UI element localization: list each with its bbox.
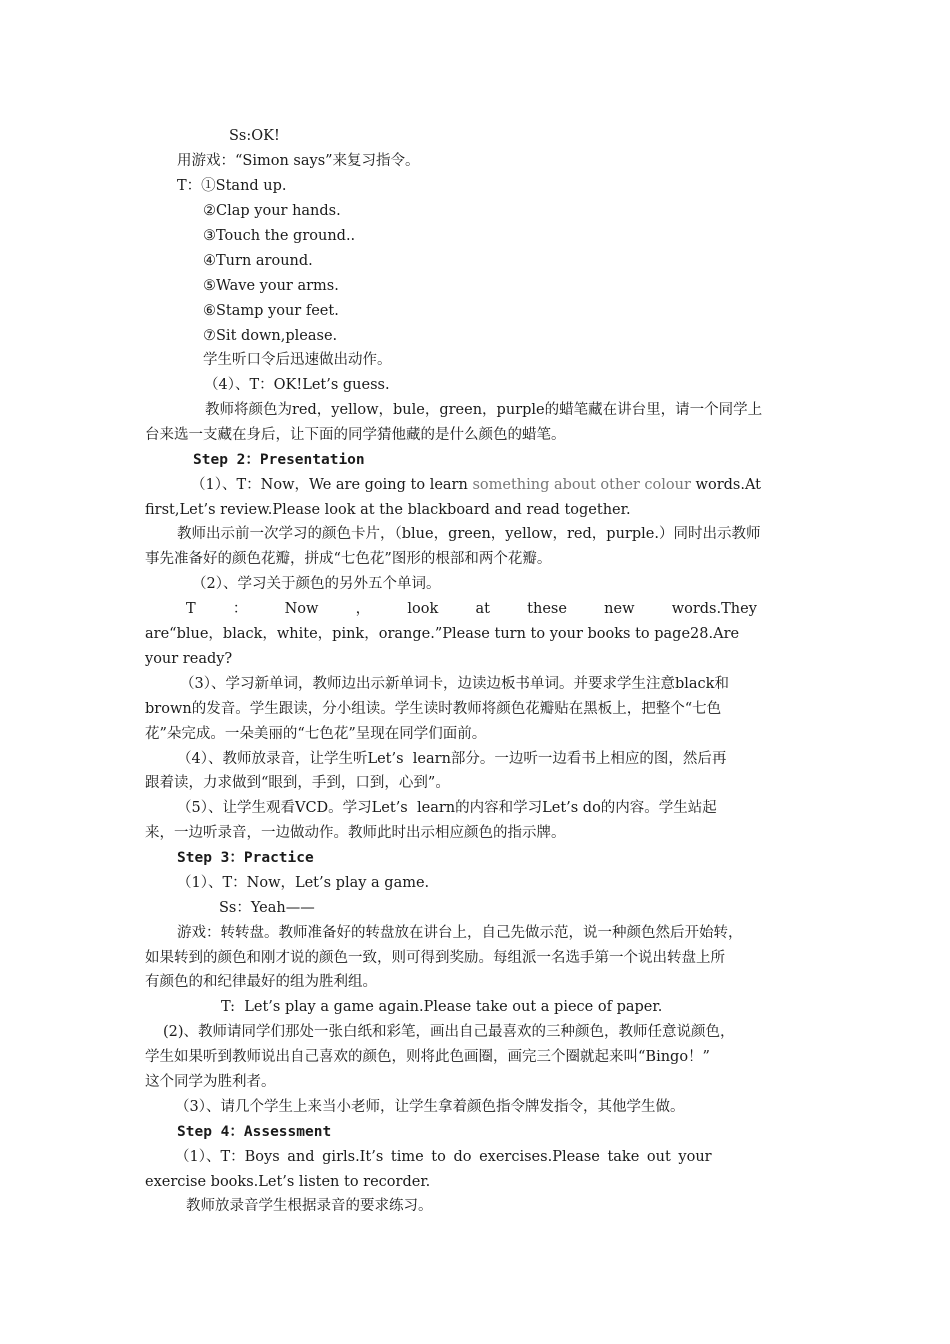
text-line: 事先准备好的颜色花瓣，拼成“七色花”图形的根部和两个花瓣。 (145, 551, 552, 567)
text-line: ⑦Sit down,please. (203, 328, 338, 344)
section-heading: Step 2：Presentation (193, 452, 365, 468)
text-line: （2）、学习关于颜色的另外五个单词。 (192, 576, 441, 592)
text-line: ③Touch the ground.. (203, 228, 356, 244)
grey-text-span: something about other colour (472, 477, 691, 493)
text-line: first,Let’s review.Please look at the blackboard and read together. (145, 502, 631, 518)
text-line: ⑥Stamp your feet. (203, 303, 339, 319)
text-line: ②Clap your hands. (203, 203, 341, 219)
text-span: words.At (690, 477, 761, 493)
text-line: 这个同学为胜利者。 (145, 1074, 276, 1090)
text-line: 跟着读，力求做到“眼到，手到，口到，心到”。 (145, 775, 450, 791)
text-line: exercise books.Let’s listen to recorder. (145, 1174, 431, 1190)
text-line: （1）、T：Now，Let’s play a game. (177, 875, 430, 891)
text-line: 来，一边听录音，一边做动作。教师此时出示相应颜色的指示牌。 (145, 825, 566, 841)
text-line: 如果转到的颜色和刚才说的颜色一致，则可得到奖励。每组派一名选手第一个说出转盘上所 (145, 950, 725, 966)
text-line: （4）、T：OK!Let’s guess. (204, 377, 390, 393)
text-line: （3）、请几个学生上来当小老师，让学生拿着颜色指令牌发指令，其他学生做。 (175, 1099, 685, 1115)
text-line: T ： Now ， look at these new words.They (186, 601, 757, 617)
text-line: 学生听口令后迅速做出动作。 (203, 352, 392, 368)
text-line: 花”朵完成。一朵美丽的“七色花”呈现在同学们面前。 (145, 726, 487, 742)
text-line: 台来选一支藏在身后，让下面的同学猜他藏的是什么颜色的蜡笔。 (145, 427, 566, 443)
section-heading: Step 4：Assessment (177, 1124, 332, 1140)
text-line: （5）、让学生观看VCD。学习Let’s learn的内容和学习Let’s do的内容。学生站起 (177, 800, 717, 816)
text-line: （4）、教师放录音，让学生听Let’s learn部分。一边听一边看书上相应的图，然后再 (177, 751, 727, 767)
text-line: your ready? (145, 651, 233, 667)
text-line: （3）、学习新单词，教师边出示新单词卡，边读边板书单词。并要求学生注意black和 (180, 676, 729, 692)
text-line: 游戏：转转盘。教师准备好的转盘放在讲台上，自己先做示范，说一种颜色然后开始转， (177, 925, 743, 941)
text-line: (2)、教师请同学们那处一张白纸和彩笔，画出自己最喜欢的三种颜色，教师任意说颜色， (163, 1024, 735, 1040)
text-line: 用游戏：“Simon says”来复习指令。 (177, 153, 420, 169)
text-line: 有颜色的和纪律最好的组为胜利组。 (145, 974, 377, 990)
text-line: Ss:OK! (229, 128, 280, 144)
text-line: （1）、T：Boys and girls.It’s time to do exercises.Please take out your (175, 1149, 712, 1165)
text-span: （1）、T：Now，We are going to learn (191, 477, 473, 493)
text-line: brown的发音。学生跟读，分小组读。学生读时教师将颜色花瓣贴在黑板上，把整个“七色 (145, 701, 722, 717)
text-line: T：①Stand up. (177, 178, 287, 194)
text-line: are“blue，black，white，pink，orange.”Please turn to your books to page28.Are (145, 626, 740, 642)
text-line: 教师放录音学生根据录音的要求练习。 (186, 1198, 433, 1214)
text-line: Ss：Yeah—— (219, 900, 315, 916)
text-line: 学生如果听到教师说出自己喜欢的颜色，则将此色画圈，画完三个圈就起来叫“Bingo！” (145, 1049, 710, 1065)
text-line (191, 475, 761, 495)
section-heading: Step 3：Practice (177, 850, 314, 866)
text-line: 教师将颜色为red，yellow，bule，green，purple的蜡笔藏在讲台里，请一个同学上 (205, 402, 763, 418)
text-line: ⑤Wave your arms. (203, 278, 339, 294)
text-line: ④Turn around. (203, 253, 313, 269)
text-line: T: Let’s play a game again.Please take out a piece of paper. (221, 999, 663, 1015)
text-line: 教师出示前一次学习的颜色卡片，（blue，green，yellow，red，purple.）同时出示教师 (177, 526, 761, 542)
